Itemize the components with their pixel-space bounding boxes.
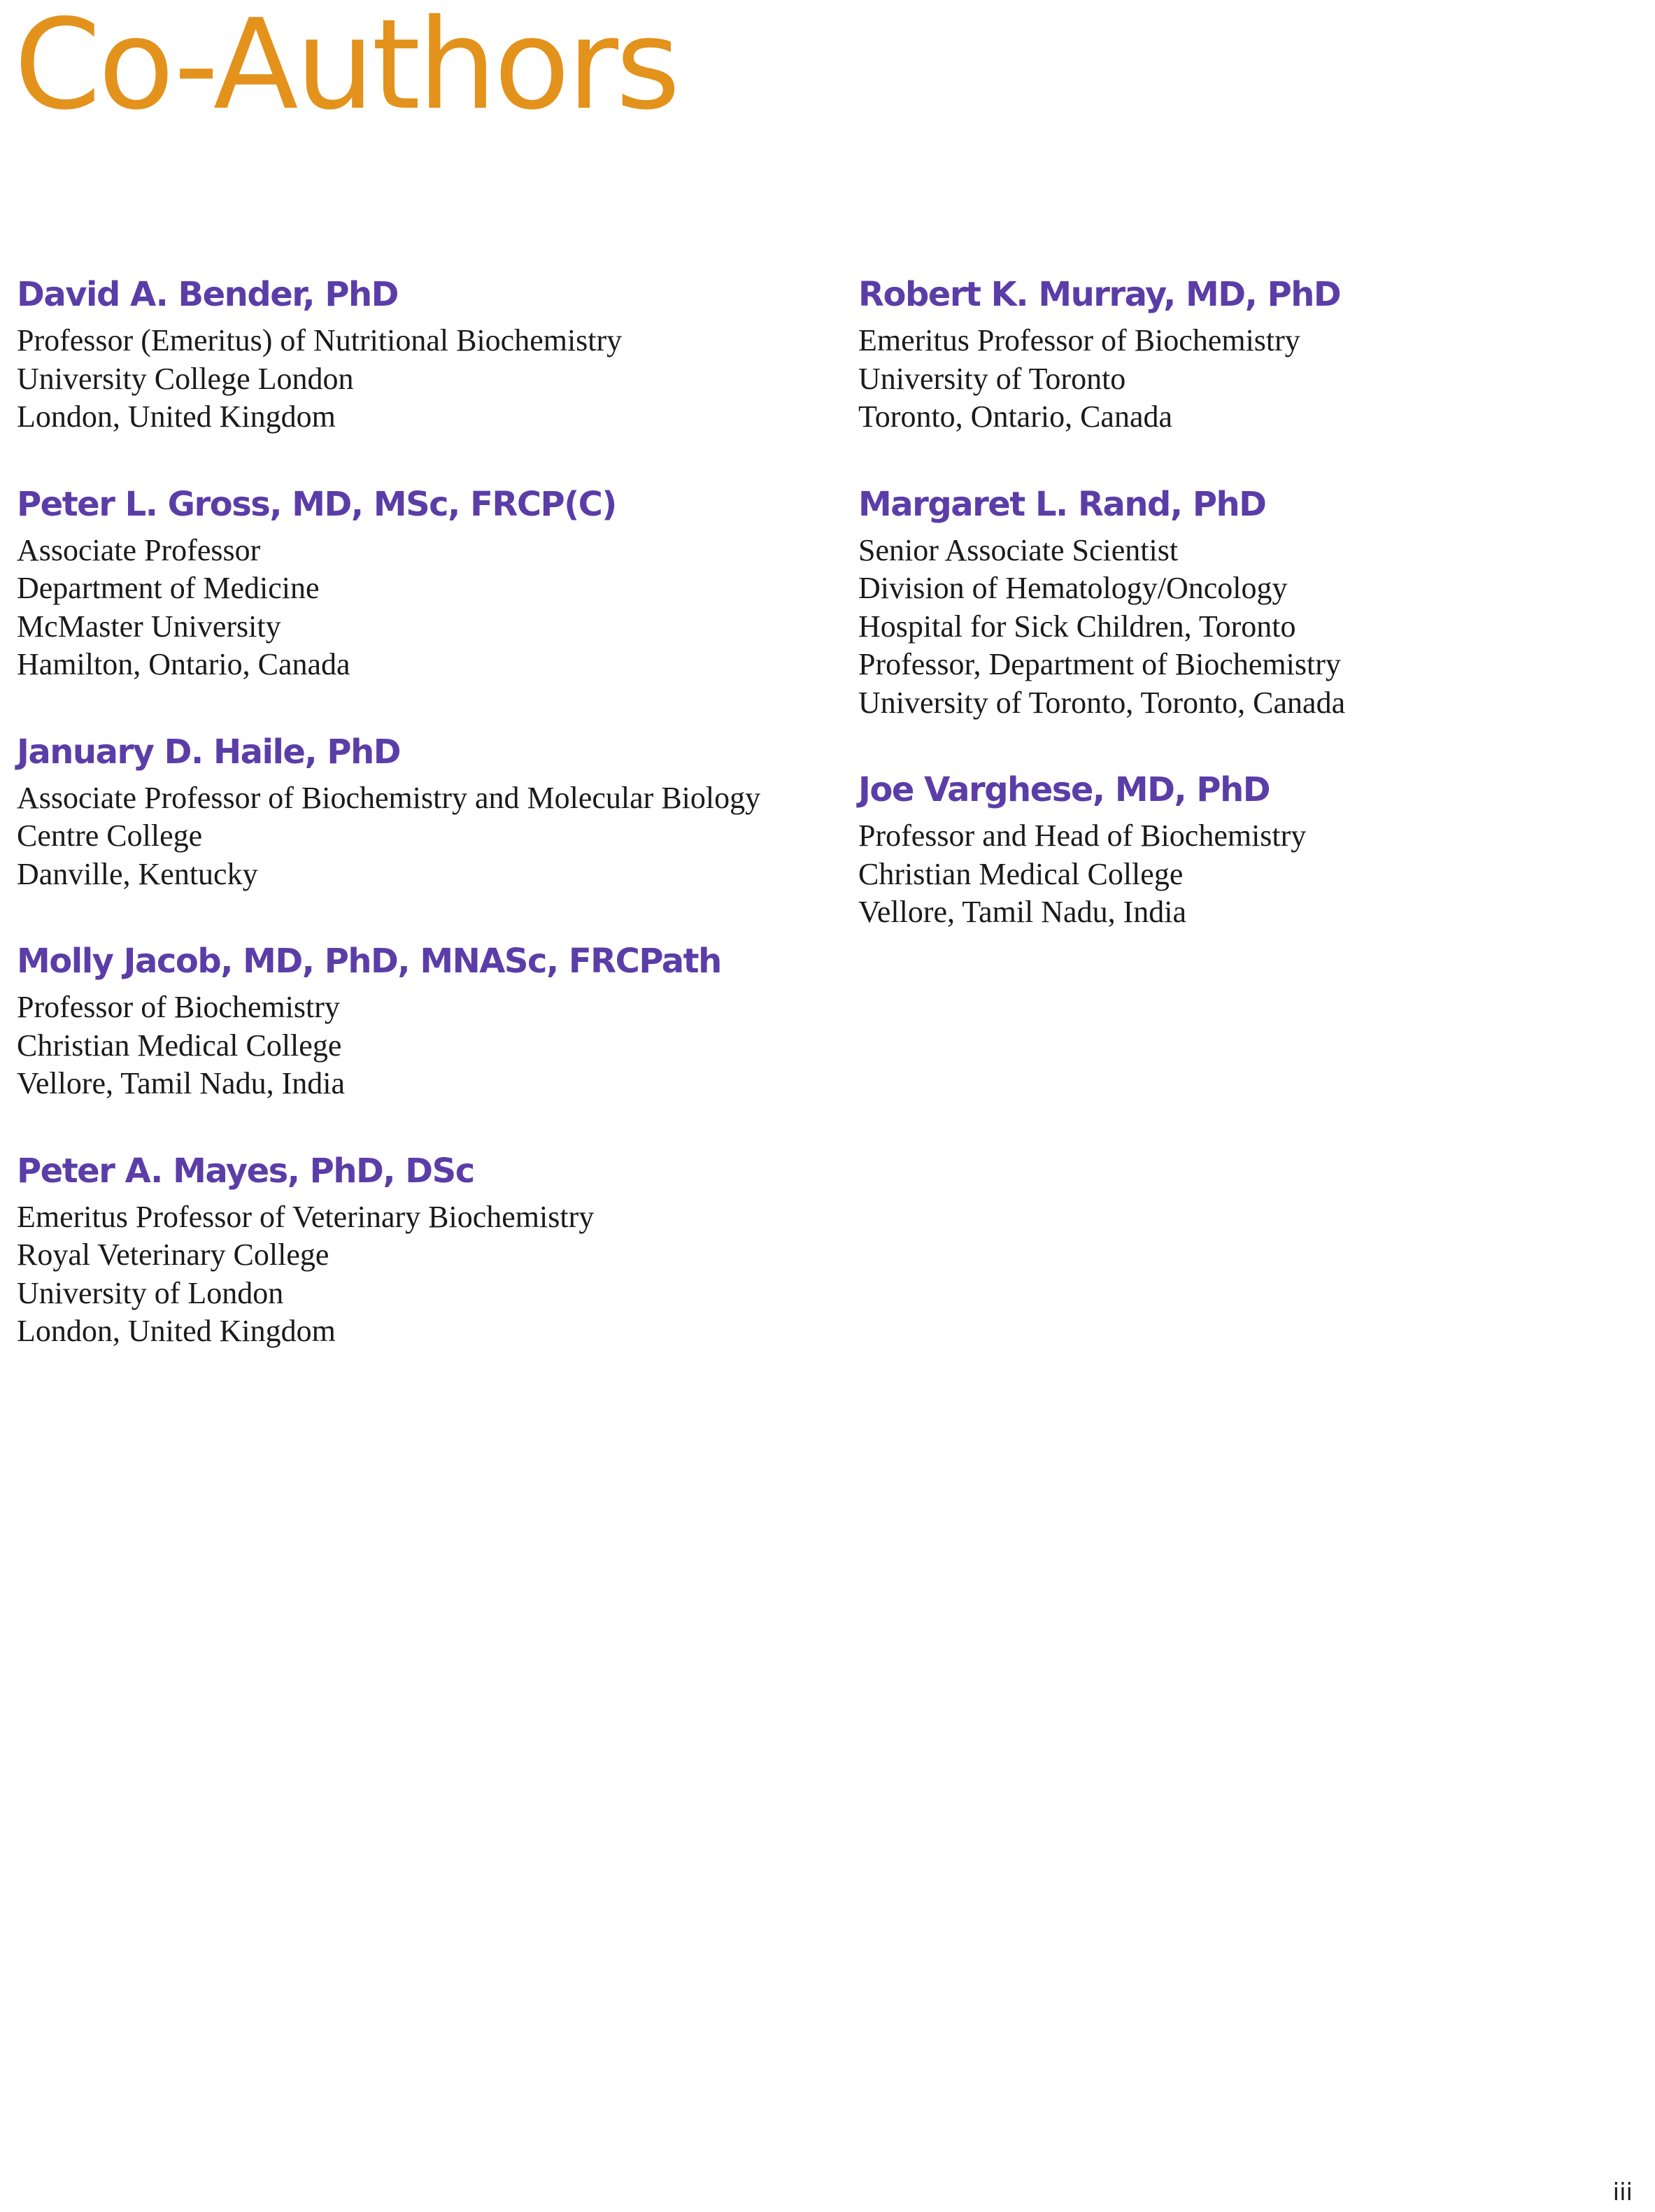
author-affiliation-line: University of Toronto, Toronto, Canada <box>858 685 1346 720</box>
author-entry <box>17 271 821 437</box>
author-name: January D. Haile, PhD <box>17 732 401 772</box>
page-title: Co-Authors <box>14 0 678 137</box>
author-affiliation-line: Toronto, Ontario, Canada <box>858 399 1173 434</box>
author-affiliation-line: Senior Associate Scientist <box>858 532 1179 567</box>
author-affiliation-line: Danville, Kentucky <box>17 856 258 891</box>
author-affiliation-line: Vellore, Tamil Nadu, India <box>858 895 1186 929</box>
author-affiliation-line: Christian Medical College <box>858 856 1184 891</box>
author-name: Margaret L. Rand, PhD <box>858 484 1266 524</box>
author-affiliation-line: Professor, Department of Biochemistry <box>858 647 1341 681</box>
author-affiliation-line: Professor (Emeritus) of Nutritional Biochemistry <box>17 323 623 357</box>
author-affiliation-line: Department of Medicine <box>17 571 320 605</box>
right-author-column <box>858 271 1628 977</box>
author-entry <box>17 729 821 894</box>
author-affiliation-line: Hospital for Sick Children, Toronto <box>858 609 1296 644</box>
author-name: Robert K. Murray, MD, PhD <box>858 275 1341 314</box>
author-name: David A. Bender, PhD <box>17 275 399 314</box>
author-entry <box>17 481 821 684</box>
author-affiliation-line: Emeritus Professor of Veterinary Biochemistry <box>17 1199 595 1234</box>
page-number: iii <box>1612 2178 1633 2206</box>
author-affiliation-line: Christian Medical College <box>17 1028 342 1063</box>
author-affiliation-line: Centre College <box>17 818 203 853</box>
author-affiliation-line: Associate Professor of Biochemistry and Molecular Biology <box>17 780 761 815</box>
author-affiliation-line: Professor of Biochemistry <box>17 990 340 1024</box>
author-entry <box>858 767 1628 932</box>
author-affiliation-line: Professor and Head of Biochemistry <box>858 818 1307 853</box>
author-entry <box>858 271 1628 437</box>
author-affiliation-line: University of Toronto <box>858 361 1126 396</box>
left-author-column <box>17 271 821 1396</box>
author-name: Peter A. Mayes, PhD, DSc <box>17 1151 474 1191</box>
author-affiliation-line: Vellore, Tamil Nadu, India <box>17 1066 345 1100</box>
author-entry <box>17 938 821 1103</box>
author-affiliation-line: University of London <box>17 1275 284 1310</box>
author-affiliation-line: Hamilton, Ontario, Canada <box>17 647 350 681</box>
author-name: Molly Jacob, MD, PhD, MNASc, FRCPath <box>17 942 721 981</box>
author-affiliation-line: McMaster University <box>17 609 281 644</box>
author-affiliation-line: Royal Veterinary College <box>17 1238 329 1272</box>
author-affiliation-line: London, United Kingdom <box>17 1314 336 1348</box>
author-affiliation-line: Associate Professor <box>17 532 261 567</box>
author-entry <box>858 481 1628 723</box>
author-name: Joe Varghese, MD, PhD <box>858 770 1270 809</box>
author-affiliation-line: London, United Kingdom <box>17 399 336 434</box>
author-entry <box>17 1148 821 1351</box>
author-affiliation-line: Division of Hematology/Oncology <box>858 571 1288 605</box>
author-name: Peter L. Gross, MD, MSc, FRCP(C) <box>17 484 616 524</box>
author-affiliation-line: University College London <box>17 361 354 396</box>
author-affiliation-line: Emeritus Professor of Biochemistry <box>858 323 1300 357</box>
